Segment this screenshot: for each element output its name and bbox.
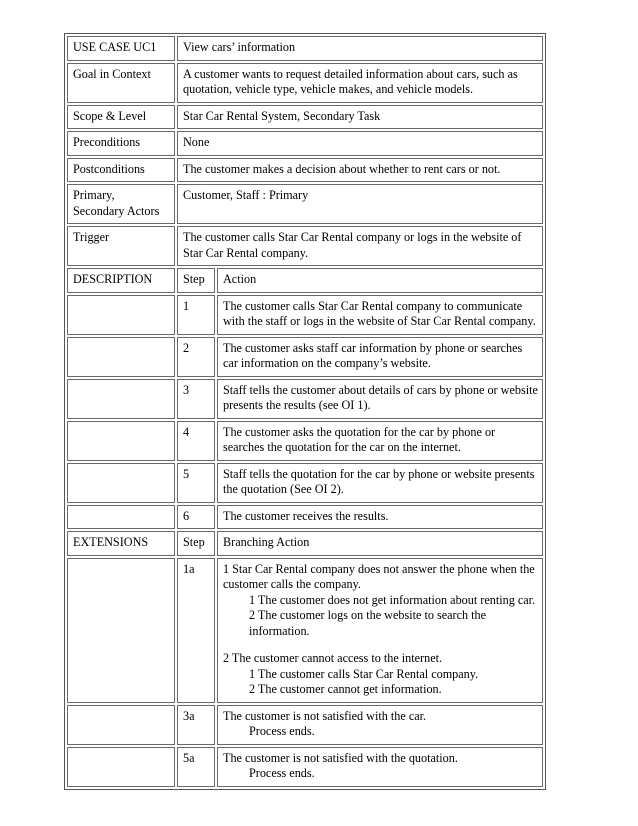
- empty-cell: [67, 463, 175, 503]
- postconditions-value: The customer makes a decision about whether to rent cars or not.: [177, 158, 543, 183]
- trigger-value: The customer calls Star Car Rental company or logs in the website of Star Car Rental company.: [177, 226, 543, 266]
- step-number: 3: [177, 379, 215, 419]
- scope-value: Star Car Rental System, Secondary Task: [177, 105, 543, 130]
- description-step-row: [67, 295, 543, 335]
- goal-value: A customer wants to request detailed information about cars, such as quotation, vehicle type, vehicle makes, and vehicle models.: [177, 63, 543, 103]
- empty-cell: [67, 421, 175, 461]
- trigger-row: [67, 226, 543, 266]
- trigger-label: Trigger: [67, 226, 175, 266]
- actors-row: [67, 184, 543, 224]
- actors-label-line2: Secondary Actors: [73, 203, 160, 218]
- use-case-table: [64, 33, 546, 790]
- empty-cell: [67, 337, 175, 377]
- preconditions-label: Preconditions: [67, 131, 175, 156]
- extension-line: The customer is not satisfied with the quotation.: [223, 750, 458, 765]
- actors-label: [67, 184, 175, 224]
- actors-value: Customer, Staff : Primary: [177, 184, 543, 224]
- goal-row: [67, 63, 543, 103]
- branch-sub-2b: 2 The customer cannot get information.: [249, 682, 442, 696]
- spacer: [223, 639, 538, 651]
- branch-main-2: 2 The customer cannot access to the internet.: [223, 651, 443, 665]
- use-case-value: View cars’ information: [177, 36, 543, 61]
- step-number: 6: [177, 505, 215, 530]
- actors-label-line1: Primary,: [73, 188, 115, 202]
- branch-sub-1a: 1 The customer does not get information about renting car.: [249, 592, 536, 607]
- extension-action: [217, 705, 543, 745]
- preconditions-row: [67, 131, 543, 156]
- description-step-row: [67, 463, 543, 503]
- empty-cell: [67, 295, 175, 335]
- branch-main-1: 1 Star Car Rental company does not answer the phone when the customer calls the company.: [223, 561, 535, 591]
- extension-row-1a: [67, 558, 543, 703]
- scope-row: [67, 105, 543, 130]
- postconditions-row: [67, 158, 543, 183]
- extensions-step-header: Step: [177, 531, 215, 556]
- extension-action: [217, 558, 543, 703]
- description-action-header: Action: [217, 268, 543, 293]
- extension-line-indented: Process ends.: [249, 724, 315, 738]
- extensions-header-row: [67, 531, 543, 556]
- description-step-row: [67, 379, 543, 419]
- branch-sub-2a: 1 The customer calls Star Car Rental company.: [249, 666, 479, 681]
- postconditions-label: Postconditions: [67, 158, 175, 183]
- extension-step: 3a: [177, 705, 215, 745]
- extension-row-5a: [67, 747, 543, 787]
- description-step-header: Step: [177, 268, 215, 293]
- empty-cell: [67, 747, 175, 787]
- empty-cell: [67, 505, 175, 530]
- step-action: The customer receives the results.: [217, 505, 543, 530]
- empty-cell: [67, 379, 175, 419]
- step-action: Staff tells the quotation for the car by phone or website presents the quotation (See OI 2).: [217, 463, 543, 503]
- extensions-label: EXTENSIONS: [67, 531, 175, 556]
- step-number: 2: [177, 337, 215, 377]
- scope-label: Scope & Level: [67, 105, 175, 130]
- use-case-label: USE CASE UC1: [67, 36, 175, 61]
- empty-cell: [67, 705, 175, 745]
- step-number: 1: [177, 295, 215, 335]
- description-step-row: [67, 337, 543, 377]
- description-label: DESCRIPTION: [67, 268, 175, 293]
- branch-sub-1b: 2 The customer logs on the website to search the information.: [249, 608, 487, 638]
- description-header-row: [67, 268, 543, 293]
- goal-label: Goal in Context: [67, 63, 175, 103]
- extension-step: 5a: [177, 747, 215, 787]
- extension-step: 1a: [177, 558, 215, 703]
- step-number: 5: [177, 463, 215, 503]
- preconditions-value: None: [177, 131, 543, 156]
- use-case-row: [67, 36, 543, 61]
- step-action: Staff tells the customer about details of cars by phone or website presents the results (see OI 1).: [217, 379, 543, 419]
- step-action: The customer asks staff car information by phone or searches car information on the company’s website.: [217, 337, 543, 377]
- extension-action: [217, 747, 543, 787]
- extensions-action-header: Branching Action: [217, 531, 543, 556]
- extension-line: The customer is not satisfied with the car.: [223, 708, 427, 723]
- step-action: The customer asks the quotation for the car by phone or searches the quotation for the car on the internet.: [217, 421, 543, 461]
- step-number: 4: [177, 421, 215, 461]
- extension-row-3a: [67, 705, 543, 745]
- description-step-row: [67, 505, 543, 530]
- step-action: The customer calls Star Car Rental company to communicate with the staff or logs in the website of Star Car Rental company.: [217, 295, 543, 335]
- empty-cell: [67, 558, 175, 703]
- description-step-row: [67, 421, 543, 461]
- extension-line-indented: Process ends.: [249, 766, 315, 780]
